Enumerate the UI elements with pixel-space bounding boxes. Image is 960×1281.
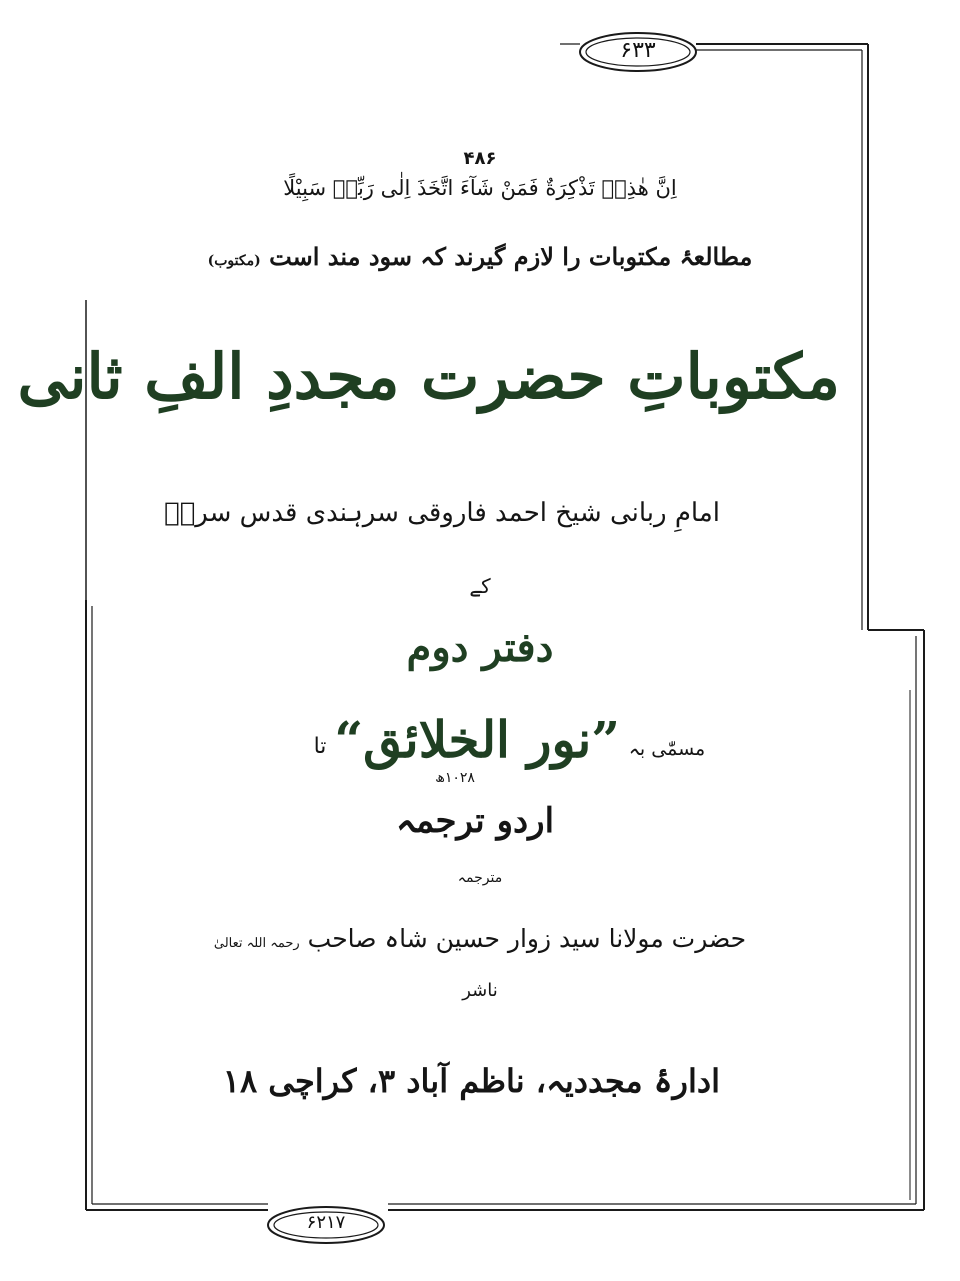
top-page-number: ۶۳۳ — [620, 38, 656, 63]
persian-line-ref: (مکتوب) — [207, 253, 261, 269]
publisher-line: ادارۂ مجددیہ، ناظم آباد ۳، کراچی ۱۸ — [222, 1062, 720, 1100]
persian-line-text: مطالعۂ مکتوبات را لازم گیرند کہ سود مند است — [269, 242, 753, 271]
daftar-title: دفتر دوم — [406, 624, 554, 671]
translator-line — [200, 924, 760, 953]
urdu-translation: اردو ترجمہ — [395, 801, 555, 841]
translator-honorific: رحمہ اللہ تعالیٰ — [213, 936, 300, 951]
persian-line — [200, 242, 760, 271]
ke-word: کے — [469, 574, 491, 598]
quran-verse: اِنَّ هٰذِهٖ تَذْكِرَةٌ فَمَنْ شَآءَ اتَّخَذَ اِلٰى رَبِّهٖ سَبِيْلًا — [283, 176, 677, 200]
author-line: امامِ ربانی شیخ احمد فاروقی سرہندی قدس سرہٗ — [164, 498, 720, 528]
year-separator: تا — [313, 734, 327, 759]
nashir-label: ناشر — [462, 980, 498, 1001]
musamma-label: مسمّٰی بہ — [628, 738, 706, 760]
small-page-number: ۴۸۶ — [463, 148, 497, 169]
bottom-page-number: ۶۲۱۷ — [306, 1212, 346, 1233]
main-title: مکتوباتِ حضرت مجددِ الفِ ثانی — [17, 340, 840, 413]
mutarjim-label: مترجمہ — [457, 870, 503, 886]
year-small: ۱۰۲۸ھ — [435, 770, 475, 786]
translator-name: حضرت مولانا سید زوار حسین شاہ صاحب — [307, 924, 747, 953]
nur-title: ”نور الخلائق“ — [334, 710, 620, 769]
